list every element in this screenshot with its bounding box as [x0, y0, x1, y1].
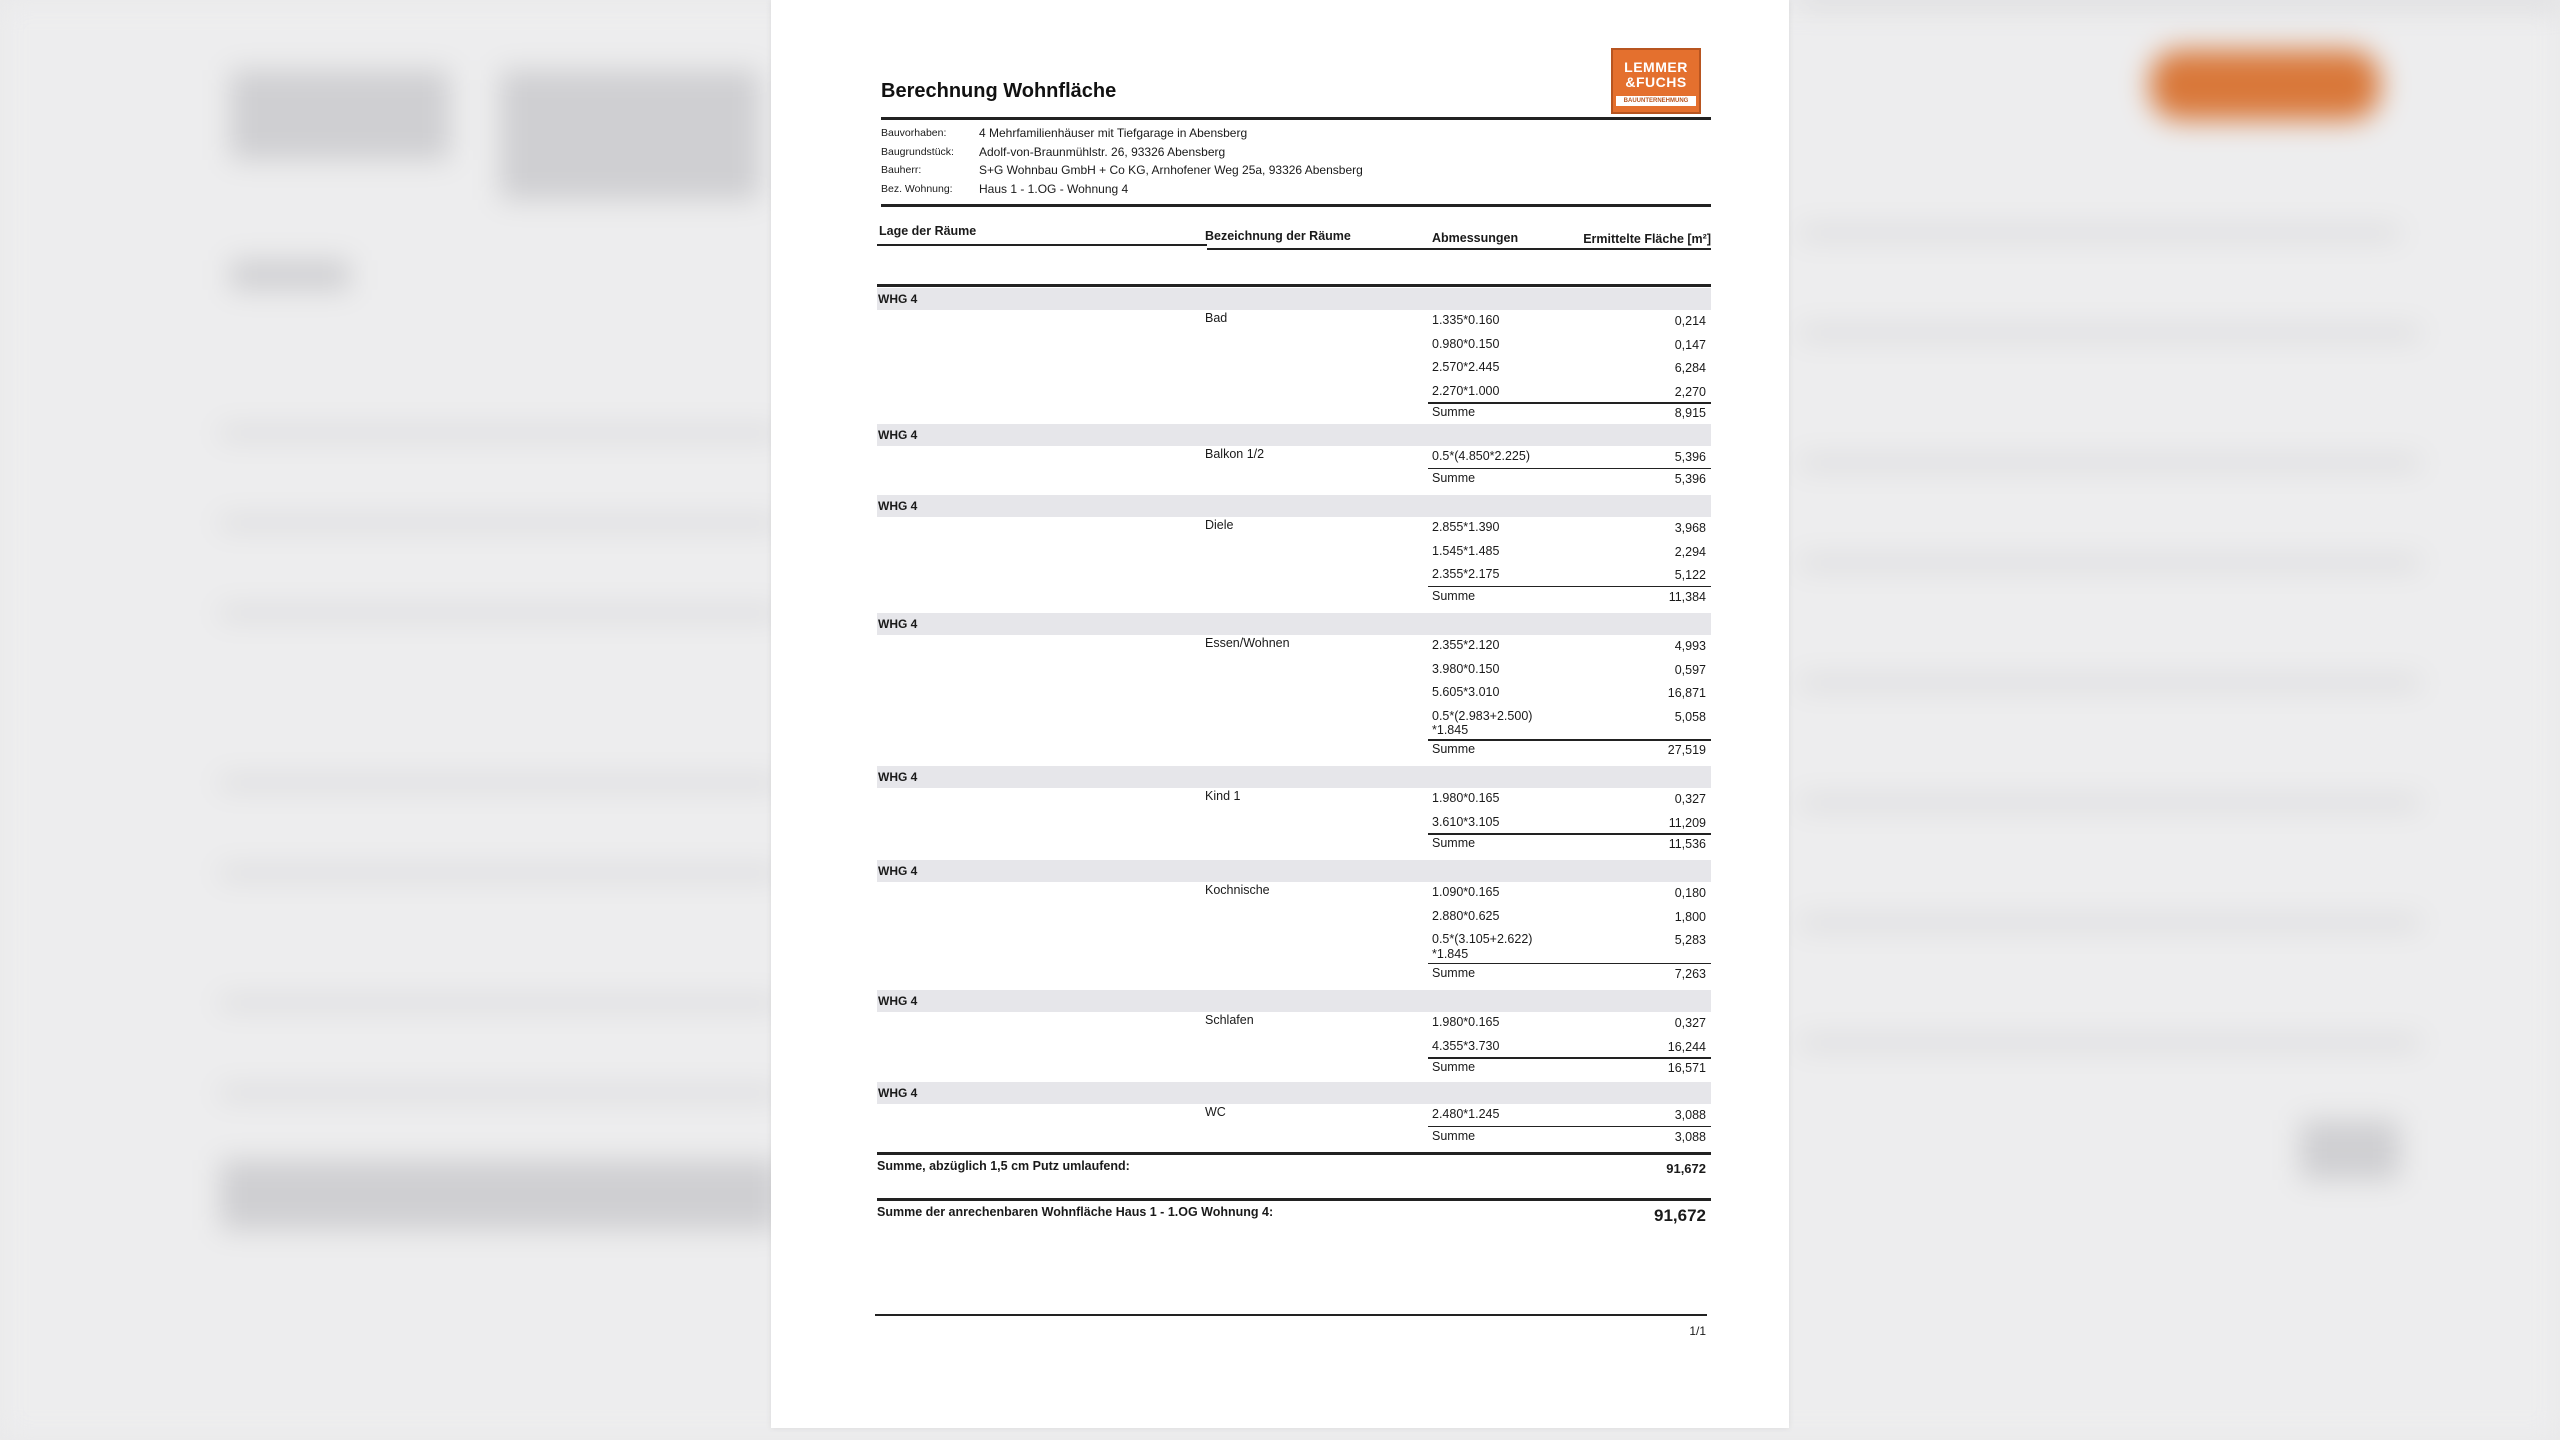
sum-value: 3,088: [1674, 1129, 1706, 1144]
area-value: 11,209: [1668, 815, 1706, 830]
bg-blur-block: [2300, 1120, 2400, 1180]
group-band: [877, 860, 1711, 882]
lage-label: WHG 4: [878, 994, 918, 1008]
header-rule: [1207, 248, 1711, 250]
area-value: 3,968: [1674, 521, 1706, 535]
group-band: [877, 1082, 1711, 1104]
bg-blur-line: [220, 610, 780, 616]
area-value: 0,214: [1674, 314, 1706, 328]
grand-total-value: 91,672: [1654, 1206, 1706, 1225]
project-meta: [881, 124, 1363, 198]
dimension-value: 0.5*(3.105+2.622): [1432, 932, 1533, 946]
page-number: 1/1: [1689, 1324, 1706, 1338]
document-title: Berechnung Wohnfläche: [881, 80, 1117, 102]
logo-line-2: &FUCHS: [1625, 74, 1687, 90]
column-header-abmessungen: Abmessungen: [1432, 231, 1519, 245]
lage-label: WHG 4: [878, 864, 918, 878]
column-header-flaeche: Ermittelte Fläche [m²]: [1583, 232, 1711, 246]
bg-blur-line: [1800, 330, 2420, 336]
bg-blur-line: [220, 1000, 780, 1006]
header-rule: [877, 244, 1207, 246]
bg-blur-line: [1800, 460, 2420, 466]
area-value: 5,058: [1674, 709, 1706, 724]
area-value: 16,871: [1667, 686, 1706, 700]
group-band: [877, 424, 1711, 446]
dimension-value: 1.335*0.160: [1432, 313, 1500, 327]
sum-label: Summe: [1432, 836, 1476, 850]
lage-label: WHG 4: [878, 428, 918, 442]
group-band: [877, 288, 1711, 310]
sum-value: 11,536: [1668, 837, 1706, 851]
sum-label: Summe: [1432, 588, 1476, 603]
meta-value: Adolf-von-Braunmühlstr. 26, 93326 Abensberg: [979, 144, 1226, 159]
area-value: 0,597: [1674, 662, 1706, 677]
area-value: 2,270: [1674, 384, 1706, 399]
sum-label: Summe: [1432, 965, 1476, 980]
sum-value: 7,263: [1674, 966, 1706, 981]
total-label: Summe, abzüglich 1,5 cm Putz umlaufend:: [877, 1159, 1130, 1173]
dimension-value: 0.5*(4.850*2.225): [1432, 449, 1530, 463]
document-sheet: [771, 0, 1789, 1428]
area-value: 2,294: [1674, 544, 1706, 559]
room-name: Essen/Wohnen: [1205, 636, 1290, 650]
dimension-value: 1.090*0.165: [1432, 885, 1500, 899]
dimension-value: 2.855*1.390: [1432, 520, 1500, 534]
column-header-lage: Lage der Räume: [879, 224, 977, 238]
bg-blur-line: [220, 870, 780, 876]
sum-label: Summe: [1432, 470, 1476, 485]
area-value: 0,327: [1674, 1016, 1706, 1030]
sum-rule: [1428, 1126, 1711, 1128]
bg-blur-logo: [2150, 50, 2380, 120]
total-value: 91,672: [1666, 1161, 1706, 1176]
dimension-value: 3.610*3.105: [1432, 814, 1500, 829]
group-band: [877, 495, 1711, 517]
lage-label: WHG 4: [878, 1086, 918, 1100]
dimension-value: 4.355*3.730: [1432, 1038, 1500, 1053]
meta-label: Bez. Wohnung:: [881, 182, 953, 195]
meta-row: [881, 180, 1363, 199]
bg-blur-block: [230, 260, 350, 290]
dimension-value: 2.355*2.175: [1432, 567, 1500, 581]
lage-label: WHG 4: [878, 292, 918, 306]
bg-blur-line: [1800, 0, 2560, 6]
room-name: Diele: [1205, 518, 1234, 532]
dimension-value: 2.570*2.445: [1432, 360, 1500, 374]
bg-blur-line: [220, 1090, 780, 1096]
room-name: Schlafen: [1205, 1013, 1254, 1027]
bg-blur-line: [1800, 800, 2420, 806]
area-value: 0,327: [1674, 792, 1706, 806]
bg-blur-line: [1800, 680, 2420, 686]
area-value: 6,284: [1674, 361, 1706, 375]
sum-rule: [1428, 963, 1711, 965]
logo-line-1: LEMMER: [1624, 59, 1688, 75]
area-value: 5,396: [1674, 450, 1706, 464]
sum-rule: [1428, 468, 1711, 470]
grand-total-label: Summe der anrechenbaren Wohnfläche Haus 1 - 1.OG Wohnung 4:: [877, 1205, 1274, 1219]
total-rule: [877, 1152, 1711, 1155]
group-band: [877, 990, 1711, 1012]
dimension-value: 5.605*3.010: [1432, 685, 1500, 699]
meta-value: S+G Wohnbau GmbH + Co KG, Arnhofener Weg 25a, 93326 Abensberg: [979, 163, 1363, 177]
sum-label: Summe: [1432, 742, 1476, 756]
lage-label: WHG 4: [878, 499, 918, 513]
dimension-value: 3.980*0.150: [1432, 661, 1500, 676]
dimension-value: 2.270*1.000: [1432, 383, 1500, 398]
bg-blur-line: [220, 780, 780, 786]
sum-value: 11,384: [1668, 589, 1706, 604]
area-value: 3,088: [1674, 1108, 1706, 1122]
sum-value: 5,396: [1674, 471, 1706, 486]
group-band: [877, 766, 1711, 788]
bg-blur-line: [1800, 920, 2420, 926]
dimension-value: 2.880*0.625: [1432, 908, 1500, 923]
bg-blur-line: [220, 430, 780, 436]
lage-label: WHG 4: [878, 617, 918, 631]
area-value: 0,180: [1674, 886, 1706, 900]
meta-value: 4 Mehrfamilienhäuser mit Tiefgarage in Abensberg: [979, 126, 1248, 140]
dimension-value-cont: *1.845: [1432, 946, 1469, 961]
room-name: WC: [1205, 1105, 1226, 1119]
area-value: 1,800: [1674, 909, 1706, 924]
meta-rule: [881, 204, 1711, 207]
meta-row: [881, 143, 1363, 162]
lage-label: WHG 4: [878, 770, 918, 784]
area-value: 16,244: [1667, 1039, 1706, 1054]
bg-blur-line: [1800, 230, 2400, 236]
room-name: Kochnische: [1205, 883, 1270, 897]
bg-blur-block: [220, 1160, 780, 1230]
dimension-value: 0.5*(2.983+2.500): [1432, 708, 1533, 723]
sum-label: Summe: [1432, 1128, 1476, 1143]
sum-value: 27,519: [1667, 743, 1706, 757]
sum-label: Summe: [1432, 405, 1476, 419]
sum-rule: [1428, 833, 1711, 835]
room-name: Kind 1: [1205, 789, 1241, 803]
room-name: Bad: [1205, 311, 1228, 325]
dimension-value: 0.980*0.150: [1432, 336, 1500, 351]
area-value: 0,147: [1674, 337, 1706, 352]
sum-rule: [1428, 739, 1711, 741]
sum-value: 8,915: [1674, 406, 1706, 420]
group-band: [877, 613, 1711, 635]
bg-blur-line: [1800, 1040, 2420, 1046]
dimension-value: 2.480*1.245: [1432, 1107, 1500, 1121]
meta-label: Bauvorhaben:: [881, 127, 947, 139]
grand-total-rule: [877, 1198, 1711, 1201]
bg-blur-line: [220, 520, 780, 526]
meta-row: [881, 161, 1363, 180]
dimension-value: 1.980*0.165: [1432, 791, 1500, 805]
area-value: 5,122: [1674, 568, 1706, 582]
meta-label: Baugrundstück:: [881, 145, 954, 158]
logo-line-3: BAUUNTERNEHMUNG: [1616, 96, 1696, 106]
dimension-value: 1.545*1.485: [1432, 543, 1500, 558]
room-name: Balkon 1/2: [1205, 447, 1265, 461]
sum-rule: [1428, 1057, 1711, 1059]
meta-value: Haus 1 - 1.OG - Wohnung 4: [979, 181, 1129, 196]
bg-blur-block: [230, 70, 450, 160]
dimension-value: 1.980*0.165: [1432, 1015, 1500, 1029]
meta-row: [881, 124, 1363, 143]
area-value: 5,283: [1674, 933, 1706, 947]
footer-rule: [875, 1314, 1707, 1316]
table-top-rule: [877, 284, 1711, 287]
sum-rule: [1428, 402, 1711, 404]
dimension-value-cont: *1.845: [1432, 723, 1469, 737]
column-header-bezeichnung: Bezeichnung der Räume: [1205, 229, 1351, 243]
title-rule: [881, 117, 1711, 120]
meta-label: Bauherr:: [881, 164, 922, 176]
sum-value: 16,571: [1667, 1061, 1706, 1075]
bg-blur-block: [500, 70, 760, 200]
area-value: 4,993: [1674, 639, 1706, 653]
dimension-value: 2.355*2.120: [1432, 638, 1500, 652]
sum-label: Summe: [1432, 1060, 1476, 1074]
company-logo: [1611, 48, 1701, 114]
bg-blur-line: [1800, 560, 2420, 566]
sum-rule: [1428, 586, 1711, 588]
